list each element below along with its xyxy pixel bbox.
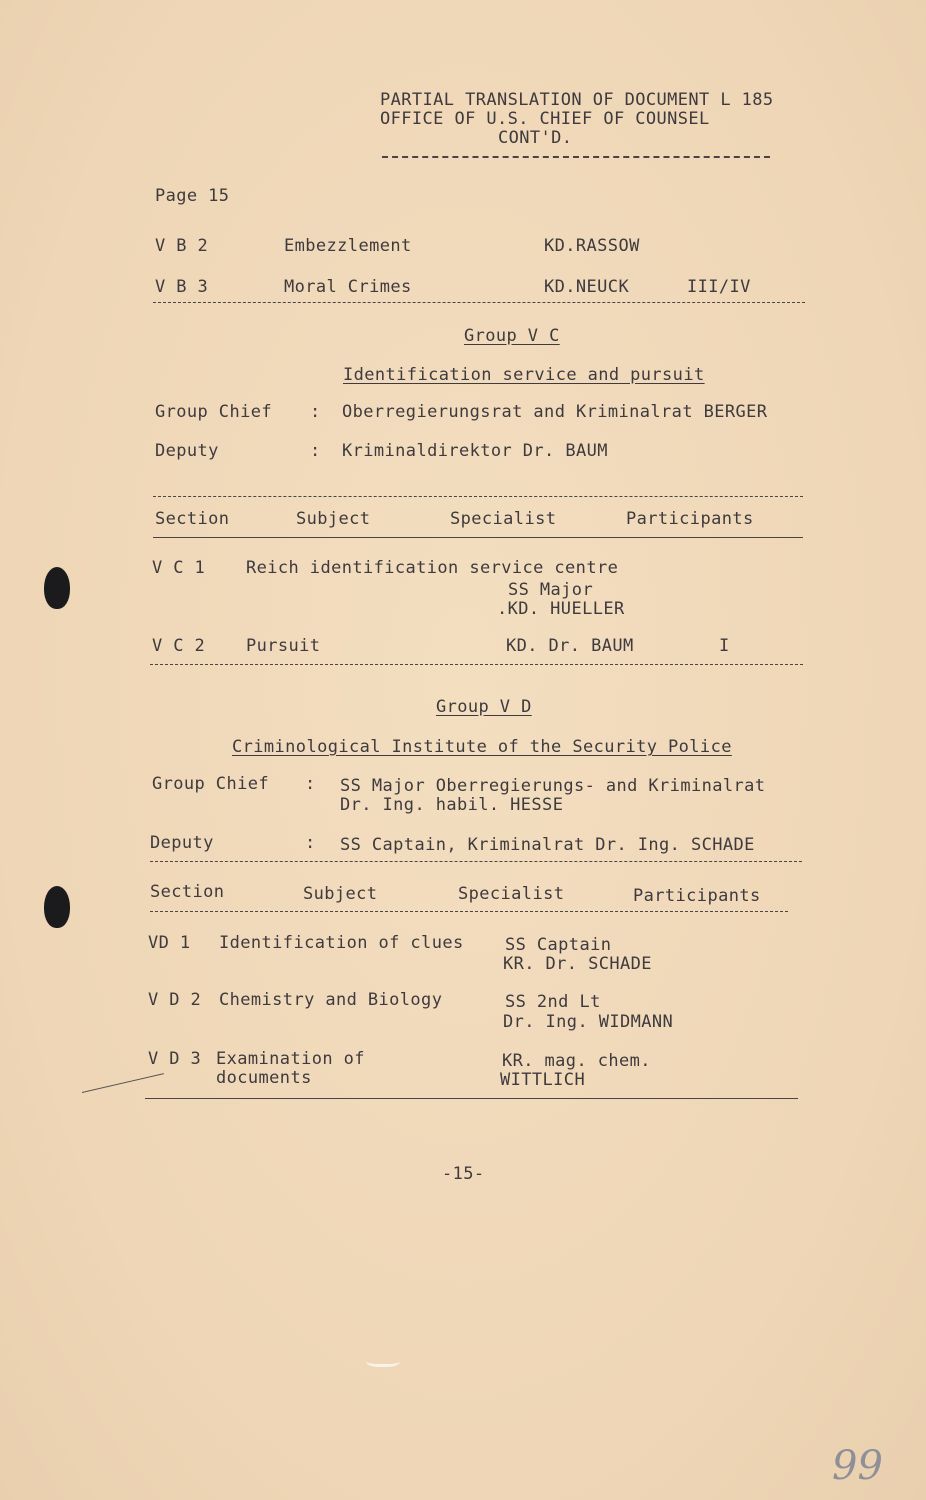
vd-deputy-value: SS Captain, Kriminalrat Dr. Ing. SCHADE: [340, 835, 755, 855]
vb-divider: [153, 302, 805, 303]
vc-header-rule: [153, 537, 803, 538]
vd-deputy-colon: :: [305, 833, 316, 853]
vb3-subject: Moral Crimes: [284, 277, 412, 297]
header-line-2: OFFICE OF U.S. CHIEF OF COUNSEL: [380, 109, 710, 129]
vc-chief-value: Oberregierungsrat and Kriminalrat BERGER: [342, 402, 768, 422]
vc-header-participants: Participants: [626, 509, 754, 529]
group-vd-title: Group V D: [436, 697, 532, 717]
vc-chief-label: Group Chief: [155, 402, 272, 422]
vd-header-section: Section: [150, 882, 225, 902]
group-vc-subtitle: Identification service and pursuit: [343, 365, 705, 385]
vc2-specialist: KD. Dr. BAUM: [506, 636, 634, 656]
vd-header-subject: Subject: [303, 884, 378, 904]
vc-deputy-colon: :: [310, 441, 321, 461]
vc-table-top-rule: [153, 496, 803, 497]
vd-chief-label: Group Chief: [152, 774, 269, 794]
vc1-subject: Reich identification service centre: [246, 558, 619, 578]
vd-deputy-label: Deputy: [150, 833, 214, 853]
vd-chief-value-2: Dr. Ing. habil. HESSE: [340, 795, 564, 815]
vc2-code: V C 2: [152, 636, 206, 656]
vb2-code: V B 2: [155, 236, 209, 256]
fold-mark: [366, 1354, 400, 1367]
page-label: Page 15: [155, 186, 230, 206]
vd1-subject: Identification of clues: [219, 933, 464, 953]
group-vd-subtitle: Criminological Institute of the Security Police: [232, 737, 732, 757]
vd2-code: V D 2: [148, 990, 202, 1010]
vb2-specialist: KD.RASSOW: [544, 236, 640, 256]
vd-header-participants: Participants: [633, 886, 761, 906]
vd2-subject: Chemistry and Biology: [219, 990, 443, 1010]
vd-chief-colon: :: [305, 774, 316, 794]
vd3-code: V D 3: [148, 1049, 202, 1069]
header-line-3: CONT'D.: [498, 128, 573, 148]
vc-table-bottom-rule: [150, 664, 803, 665]
vd-header-rule: [150, 911, 788, 912]
vc-chief-colon: :: [310, 402, 321, 422]
vd1-code: VD 1: [148, 933, 191, 953]
footer-page-number: -15-: [442, 1164, 485, 1184]
vd3-subject-1: Examination of: [216, 1049, 365, 1069]
vd3-specialist-2: WITTLICH: [500, 1070, 586, 1090]
vd-table-top-rule: [150, 861, 802, 862]
vc1-code: V C 1: [152, 558, 206, 578]
vd1-specialist-2: KR. Dr. SCHADE: [503, 954, 652, 974]
vc1-specialist-2: .KD. HUELLER: [497, 599, 625, 619]
pen-scrawl: [82, 1073, 164, 1093]
vd1-specialist-1: SS Captain: [505, 935, 612, 955]
punch-hole-bottom: [44, 886, 70, 928]
vd-chief-value-1: SS Major Oberregierungs- and Kriminalrat: [340, 776, 766, 796]
vd-header-specialist: Specialist: [458, 884, 565, 904]
vc-deputy-label: Deputy: [155, 441, 219, 461]
header-divider: [382, 156, 770, 158]
vc1-specialist-1: SS Major: [508, 580, 594, 600]
vb3-specialist: KD.NEUCK: [544, 277, 630, 297]
vb2-subject: Embezzlement: [284, 236, 412, 256]
vb3-participants: III/IV: [687, 277, 751, 297]
vd2-specialist-1: SS 2nd Lt: [505, 992, 601, 1012]
vd3-subject-2: documents: [216, 1068, 312, 1088]
group-vc-title: Group V C: [464, 326, 560, 346]
vd-table-bottom-rule: [145, 1098, 798, 1099]
vc-header-subject: Subject: [296, 509, 371, 529]
vc-deputy-value: Kriminaldirektor Dr. BAUM: [342, 441, 608, 461]
vd2-specialist-2: Dr. Ing. WIDMANN: [503, 1012, 674, 1032]
header-line-1: PARTIAL TRANSLATION OF DOCUMENT L 185: [380, 90, 774, 110]
vc2-participants: I: [719, 636, 730, 656]
vc-header-specialist: Specialist: [450, 509, 557, 529]
vd3-specialist-1: KR. mag. chem.: [502, 1051, 651, 1071]
vb3-code: V B 3: [155, 277, 209, 297]
handwritten-page-number: 99: [832, 1443, 883, 1489]
punch-hole-top: [44, 567, 70, 609]
vc2-subject: Pursuit: [246, 636, 321, 656]
vc-header-section: Section: [155, 509, 230, 529]
